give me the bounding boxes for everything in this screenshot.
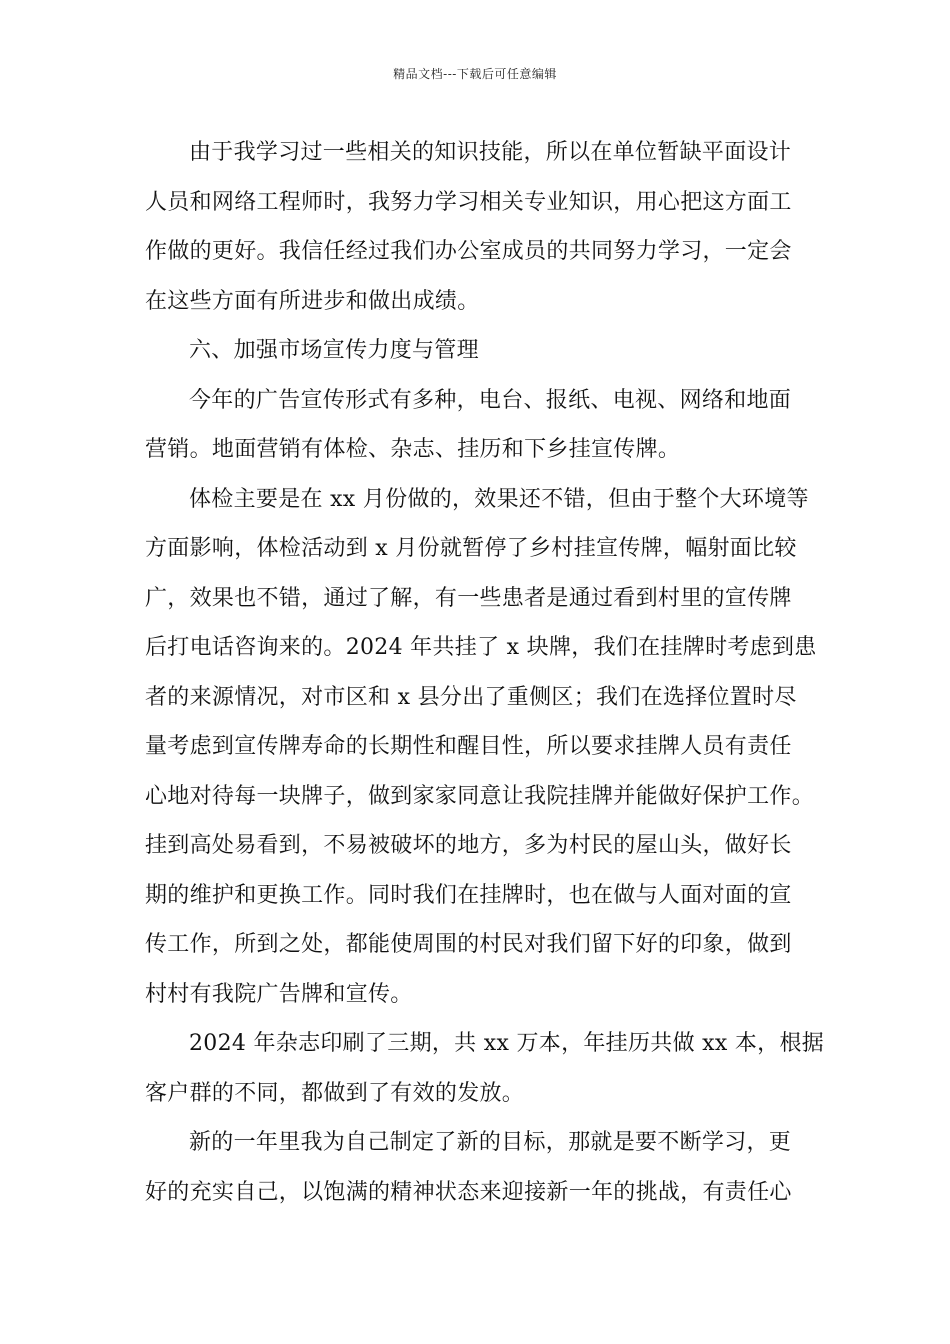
text-line: 心地对待每一块牌子，做到家家同意让我院挂牌并能做好保护工作。 [145,783,815,809]
text-line: 者的来源情况，对市区和 x 县分出了重侧区；我们在选择位置时尽 [145,684,797,710]
text-line: 传工作，所到之处，都能使周围的村民对我们留下好的印象，做到 [145,932,792,957]
text-line: 今年的广告宣传形式有多种，电台、报纸、电视、网络和地面 [189,387,792,413]
page-header: 精品文档---下载后可任意编辑 [393,67,557,81]
text-line: 后打电话咨询来的。2024 年共挂了 x 块牌，我们在挂牌时考虑到患 [145,635,817,660]
text-line: 由于我学习过一些相关的知识技能，所以在单位暂缺平面设计 [189,140,792,165]
text-line: 广，效果也不错，通过了解，有一些患者是通过看到村里的宣传牌 [145,585,792,611]
text-line: 体检主要是在 xx 月份做的，效果还不错，但由于整个大环境等 [189,486,809,512]
text-line: 在这些方面有所进步和做出成绩。 [145,288,480,314]
text-line: 好的充实自己，以饱满的精神状态来迎接新一年的挑战，有责任心 [145,1179,792,1205]
text-line: 营销。地面营销有体检、杂志、挂历和下乡挂宣传牌。 [145,437,681,462]
section-heading: 六、加强市场宣传力度与管理 [189,338,479,363]
text-line: 挂到高处易看到，不易被破坏的地方，多为村民的屋山头，做好长 [145,833,792,858]
text-line: 2024 年杂志印刷了三期，共 xx 万本，年挂历共做 xx 本，根据 [189,1031,825,1056]
text-line: 作做的更好。我信任经过我们办公室成员的共同努力学习，一定会 [145,239,792,264]
text-line: 客户群的不同，都做到了有效的发放。 [145,1080,525,1106]
text-line: 新的一年里我为自己制定了新的目标，那就是要不断学习，更 [189,1130,792,1155]
text-line: 村村有我院广告牌和宣传。 [145,981,413,1007]
text-line: 量考虑到宣传牌寿命的长期性和醒目性，所以要求挂牌人员有责任 [145,734,792,759]
text-line: 期的维护和更换工作。同时我们在挂牌时，也在做与人面对面的宣 [145,882,792,908]
text-line: 方面影响，体检活动到 x 月份就暂停了乡村挂宣传牌，幅射面比较 [145,536,797,561]
text-line: 人员和网络工程师时，我努力学习相关专业知识，用心把这方面工 [145,189,792,215]
document-body [145,128,825,1217]
